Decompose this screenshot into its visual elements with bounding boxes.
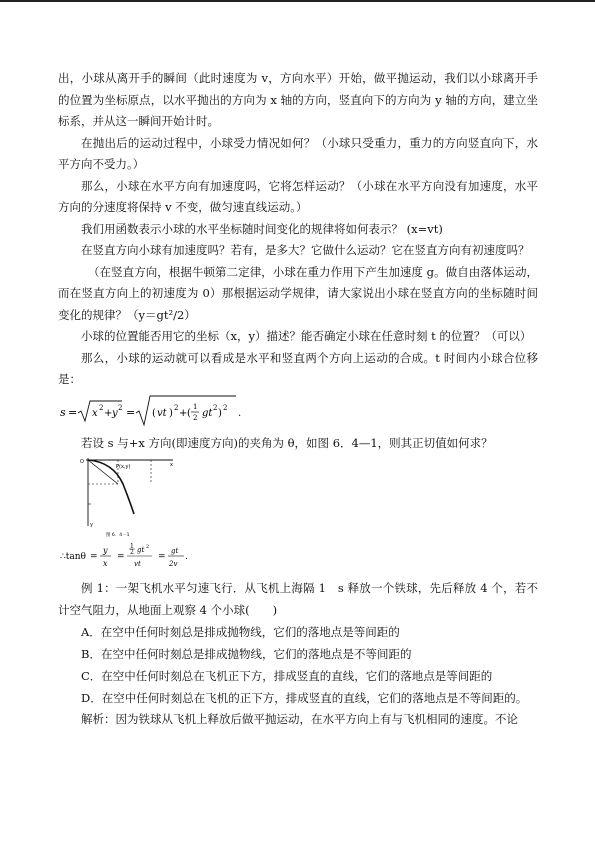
analysis-paragraph: 解析：因为铁球从飞机上释放后做平抛运动，在水平方向上有与飞机相同的速度。不论 xyxy=(81,712,518,726)
svg-text:+: + xyxy=(104,407,113,419)
svg-text:): ) xyxy=(169,407,173,419)
paragraph-8: 那么，小球的运动就可以看成是水平和竖直两个方向上运动的合成。t 时间内小球合位移是： xyxy=(58,350,538,386)
svg-text:1: 1 xyxy=(130,543,134,550)
paragraph-3: 那么，小球在水平方向有加速度吗，它将怎样运动？（小球在水平方向没有加速度，水平方向的分速度将保持 v 不变，做匀速直线运动。） xyxy=(58,178,538,214)
svg-text:gt: gt xyxy=(202,407,213,419)
paragraph-5: 在竖直方向小球有加速度吗？若有，是多大？它做什么运动？它在竖直方向有初速度吗？ xyxy=(81,243,530,257)
point-label: P(x,y) xyxy=(116,464,131,470)
tangent-formula-graphic xyxy=(58,540,238,574)
svg-text:x: x xyxy=(103,559,108,568)
svg-text:vt: vt xyxy=(157,407,167,419)
svg-text:2: 2 xyxy=(99,403,104,412)
svg-text:x: x xyxy=(92,407,98,419)
svg-text:gt: gt xyxy=(137,546,145,554)
svg-text:2: 2 xyxy=(174,403,179,412)
origin-label: O xyxy=(80,459,84,465)
option-b: B．在空中任何时刻总是排成抛物线，它们的落地点是不等间距的 xyxy=(81,647,412,661)
svg-text:=: = xyxy=(126,405,136,419)
svg-text:2: 2 xyxy=(130,549,134,556)
svg-text:s: s xyxy=(60,405,66,419)
svg-text:2v: 2v xyxy=(169,560,178,568)
option-a: A．在空中任何时刻总是排成抛物线，它们的落地点是等间距的 xyxy=(81,625,400,639)
svg-text:.: . xyxy=(185,552,188,562)
paragraph-2: 在抛出后的运动过程中，小球受力情况如何？（小球只受重力，重力的方向竖直向下，水平方向不受力。） xyxy=(58,135,538,171)
x-axis-label: x xyxy=(170,462,173,468)
svg-text:∴tanθ: ∴tanθ xyxy=(60,552,86,562)
svg-text:=: = xyxy=(68,405,78,419)
displacement-formula xyxy=(58,393,538,429)
paragraph-1: 出，小球从离开手的瞬间（此时速度为 v，方向水平）开始，做平抛运动，我们以小球离开手的位置为坐标原点，以水平抛出的方向为 x 轴的方向，竖直向下的方向为 y 轴的方向，建立坐标系，并从这一瞬间开始计时。 xyxy=(58,71,538,128)
svg-text:): ) xyxy=(218,407,222,419)
option-c: C．在空中任何时刻总在飞机正下方，排成竖直的直线，它们的落地点是等间距的 xyxy=(81,669,493,683)
paragraph-6: （在竖直方向，根据牛顿第二定律，小球在重力作用下产生加速度 g。做自由落体运动，而在竖直方向上的初速度为 0）那根据运动学规律，请大家说出小球在竖直方向的坐标随时间变化的规律？（y＝gt²/2） xyxy=(58,264,538,322)
svg-text:y: y xyxy=(103,546,108,555)
trajectory-figure-graphic xyxy=(58,454,178,540)
svg-text:.: . xyxy=(238,407,242,419)
page-top-border xyxy=(0,0,595,2)
displacement-formula-graphic xyxy=(58,393,258,429)
svg-text:vt: vt xyxy=(134,560,141,568)
svg-text:=: = xyxy=(117,552,125,562)
tangent-formula xyxy=(58,540,538,574)
example-1-question: 例 1：一架飞机水平匀速飞行．从飞机上海隔 1 s 释放一个铁球，先后释放 4 个，若不计空气阻力，从地面上观察 4 个小球( ) xyxy=(58,581,538,617)
svg-text:2: 2 xyxy=(193,413,198,422)
svg-text:2: 2 xyxy=(213,403,218,412)
svg-text:=: = xyxy=(158,552,166,562)
svg-text:y: y xyxy=(112,407,118,419)
svg-text:2: 2 xyxy=(146,544,150,550)
svg-text:+: + xyxy=(179,407,188,419)
svg-text:2: 2 xyxy=(118,403,123,412)
trajectory-figure xyxy=(58,454,538,540)
svg-text:=: = xyxy=(90,552,98,562)
svg-text:2: 2 xyxy=(223,403,228,412)
y-axis-label: y xyxy=(90,522,93,528)
svg-text:(: ( xyxy=(187,407,191,419)
document-page xyxy=(58,68,538,731)
paragraph-7: 小球的位置能否用它的坐标（x，y）描述？能否确定小球在任意时刻 t 的位置？（可以） xyxy=(81,329,532,343)
svg-text:(: ( xyxy=(152,407,156,419)
paragraph-4: 我们用函数表示小球的水平坐标随时间变化的规律将如何表示？ (x=vt) xyxy=(81,221,443,236)
figure-caption: 图 6．4－1 xyxy=(106,533,130,538)
option-d: D．在空中任何时刻总在飞机的正下方，排成竖直的直线，它们的落地点是不等间距的。 xyxy=(81,691,528,705)
svg-text:1: 1 xyxy=(193,402,198,411)
svg-text:gt: gt xyxy=(171,547,179,555)
paragraph-9: 若设 s 与+x 方向(即速度方向)的夹角为 θ，如图 6．4—1，则其正切值如何求？ xyxy=(81,435,493,450)
